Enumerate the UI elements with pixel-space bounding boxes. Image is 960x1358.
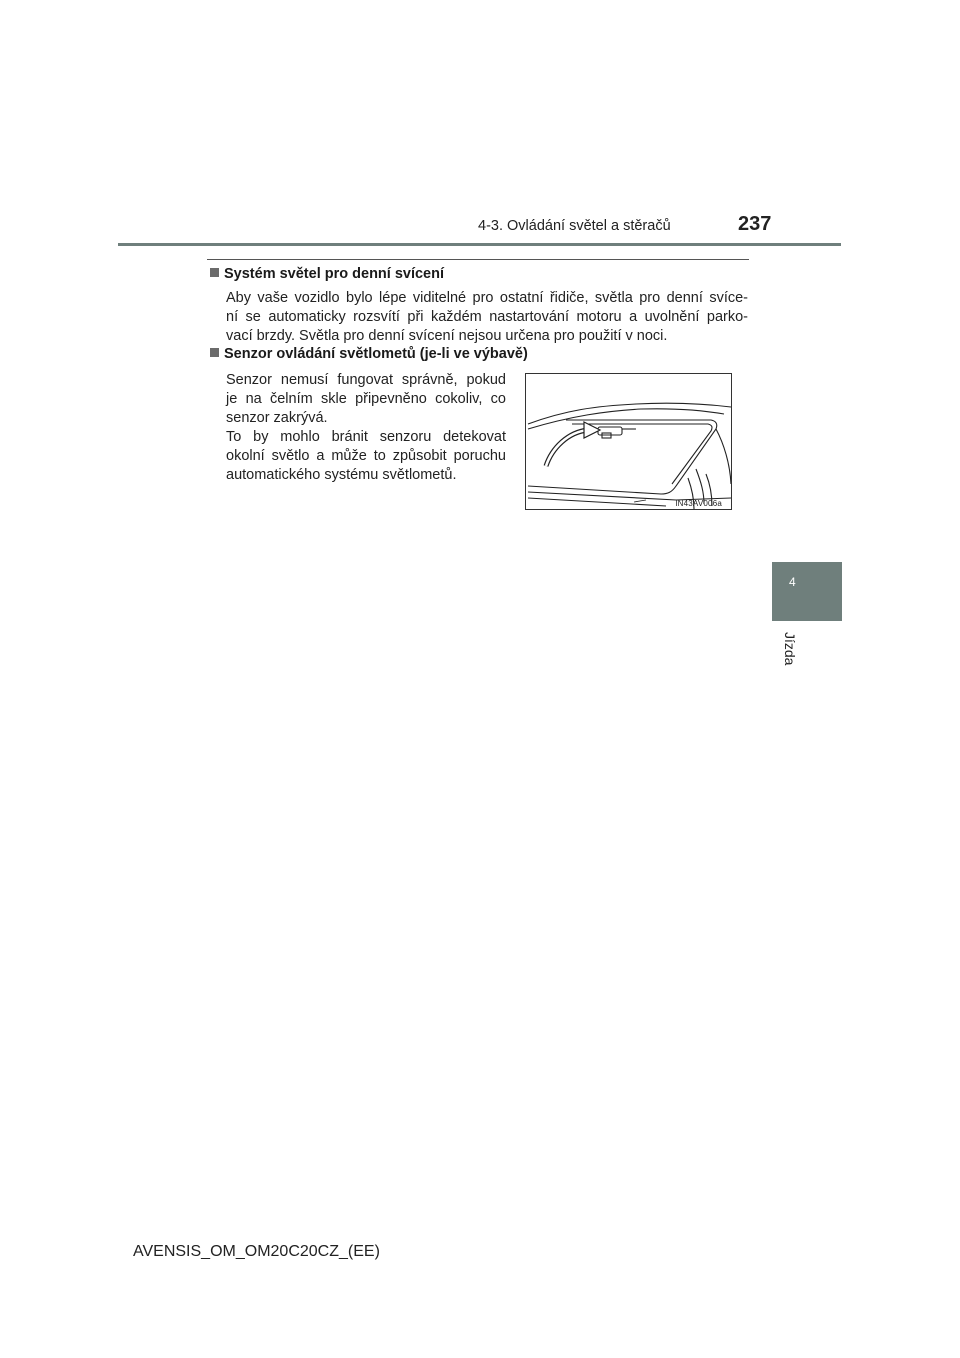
paragraph-line: Senzor nemusí fungovat správně, pokud bbox=[226, 372, 506, 388]
footer-document-code: AVENSIS_OM_OM20C20CZ_(EE) bbox=[133, 1243, 380, 1260]
light-sensor-paragraph-1 bbox=[226, 371, 506, 428]
windshield-illustration-svg bbox=[526, 374, 732, 510]
light-sensor-paragraph-2 bbox=[226, 428, 506, 485]
paragraph-line: ní se automaticky rozsvítí při každém nastartování motoru a uvolnění parko- bbox=[226, 309, 748, 325]
header-rule bbox=[118, 243, 841, 246]
content-rule bbox=[207, 259, 749, 260]
section-heading-text: Systém světel pro denní svícení bbox=[224, 266, 445, 282]
running-header-section: 4-3. Ovládání světel a stěračů bbox=[478, 218, 671, 234]
chapter-number: 4 bbox=[789, 575, 796, 589]
section-heading-daytime-lights bbox=[210, 266, 444, 282]
section-heading-light-sensor bbox=[210, 346, 528, 362]
paragraph-line: vací brzdy. Světla pro denní svícení nejsou určena pro použití v noci. bbox=[226, 328, 668, 344]
chapter-label: Jízda bbox=[782, 632, 798, 666]
paragraph-line: Aby vaše vozidlo bylo lépe viditelné pro ostatní řidiče, světla pro denní svíce- bbox=[226, 290, 748, 306]
paragraph-line: okolní světlo a může to způsobit poruchu bbox=[226, 448, 506, 464]
windshield-sensor-illustration bbox=[525, 373, 732, 510]
square-bullet-icon bbox=[210, 348, 219, 357]
figure-code: IN43AV006a bbox=[675, 499, 722, 508]
paragraph-line: To by mohlo bránit senzoru detekovat bbox=[226, 429, 506, 445]
square-bullet-icon bbox=[210, 268, 219, 277]
daytime-lights-paragraph bbox=[226, 289, 748, 346]
page-number: 237 bbox=[738, 213, 772, 235]
section-heading-text: Senzor ovládání světlometů (je-li ve výbavě) bbox=[224, 346, 528, 362]
paragraph-line: senzor zakrývá. bbox=[226, 410, 328, 426]
paragraph-line: je na čelním skle připevněno cokoliv, co bbox=[226, 391, 506, 407]
chapter-tab bbox=[772, 562, 842, 621]
paragraph-line: automatického systému světlometů. bbox=[226, 467, 457, 483]
